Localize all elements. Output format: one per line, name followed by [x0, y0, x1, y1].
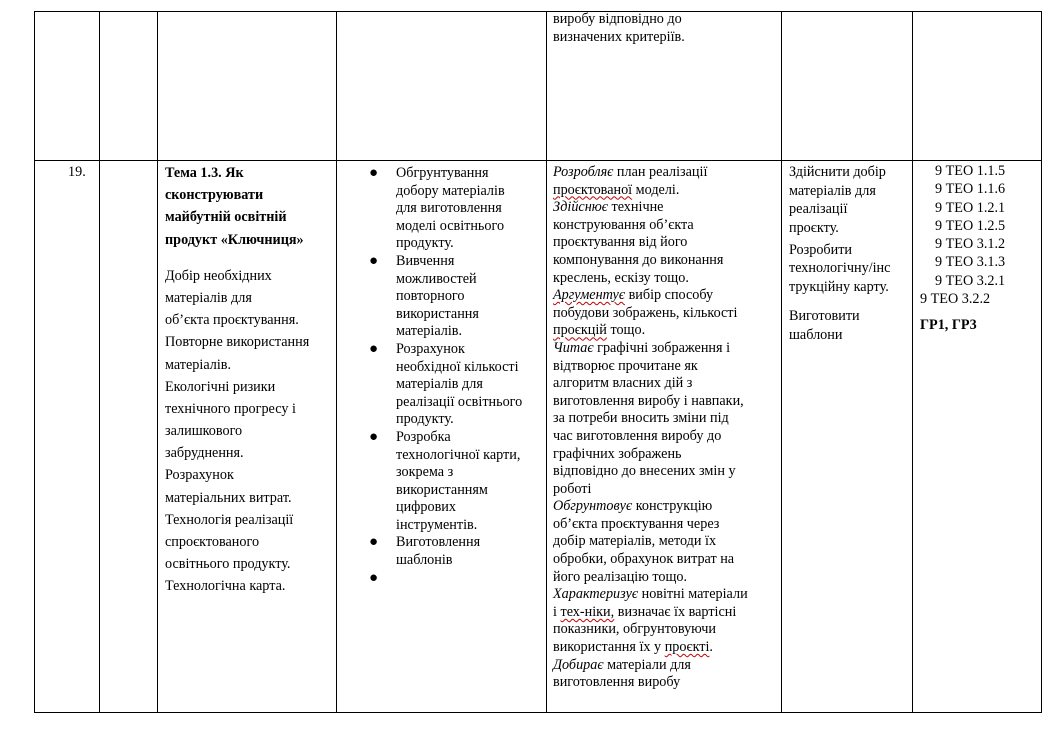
activity-item	[369, 429, 522, 535]
text-line: Виготовлення	[396, 534, 481, 551]
empty-line	[396, 570, 522, 588]
text-line: конструювання об’єкта	[553, 216, 694, 233]
text-line: відповідно до внесених змін у	[553, 463, 736, 480]
bullet-icon: ●	[369, 569, 379, 586]
bullet-icon: ●	[369, 165, 379, 181]
text-line: продукт «Ключниця»	[165, 231, 304, 248]
text-line: компонування до виконання	[553, 251, 724, 268]
task-group	[789, 163, 890, 238]
text-line: виготовлення виробу і навпаки,	[553, 392, 744, 409]
row-border	[34, 712, 1042, 713]
text-line: реалізації освітнього	[396, 393, 523, 410]
text-line: Розробляє план реалізації	[553, 164, 708, 180]
text-line: відтворює прочитане як	[553, 357, 698, 374]
text-line: його реалізацію тощо.	[553, 568, 688, 585]
code-item: 9 ТЕО 1.2.5	[935, 217, 1006, 234]
outcomes-cell	[553, 164, 748, 692]
activity-item	[369, 341, 522, 429]
text-line: інструментів.	[396, 516, 478, 533]
text-line: Розробити	[789, 241, 853, 258]
text-line: необхідної кількості	[396, 358, 519, 375]
text-line: Технологія реалізації	[165, 511, 294, 528]
text-line: Технологічна карта.	[165, 578, 286, 595]
topic-content	[165, 265, 309, 598]
text-line: виготовлення виробу	[553, 674, 681, 691]
row-border	[34, 11, 1042, 12]
column-border	[157, 11, 158, 713]
text-line: матеріалів для	[165, 289, 252, 306]
code-item: 9 ТЕО 3.2.2	[920, 291, 991, 308]
text-line: забруднення.	[165, 445, 244, 462]
code-item: 9 ТЕО 1.1.5	[935, 163, 1006, 179]
text-line: залишкового	[165, 423, 243, 440]
text-line: час виготовлення виробу до	[553, 427, 722, 444]
text-line: Обгрунтовує конструкцію	[553, 498, 713, 515]
text-line: графічних зображень	[553, 445, 682, 462]
text-line: і тех-ніки, визначає їх вартісні	[553, 603, 737, 620]
column-border	[336, 11, 337, 713]
column-border	[34, 11, 35, 713]
text-line: креслень, ескізу тощо.	[553, 269, 689, 286]
text-line: технічного прогресу і	[165, 400, 296, 417]
text-line: використанням	[396, 481, 488, 498]
text-line: цифрових	[396, 499, 456, 516]
text-line: технологічної карти,	[396, 446, 521, 463]
groups-label: ГР1, ГР3	[920, 317, 977, 334]
text-line: об’єкта проєктування через	[553, 515, 720, 532]
bullet-icon: ●	[369, 252, 379, 269]
code-item: 9 ТЕО 3.2.1	[935, 272, 1006, 289]
bullet-icon: ●	[369, 428, 379, 445]
text-line: добору матеріалів	[396, 182, 505, 199]
text-line: Розрахунок	[396, 340, 465, 357]
text-line: Обгрунтування	[396, 165, 489, 181]
activity-item	[369, 534, 522, 569]
text-line: продукту.	[396, 411, 454, 428]
text-line: шаблонів	[396, 552, 453, 569]
bullet-icon: ●	[369, 340, 379, 357]
text-line: Тема 1.3. Як	[165, 165, 244, 181]
codes-cell	[920, 162, 1038, 335]
row-border	[34, 160, 1042, 161]
text-line: визначених критеріїв.	[553, 29, 685, 45]
text-line: використання	[396, 305, 479, 322]
text-line: Екологічні ризики	[165, 378, 276, 395]
code-item: 9 ТЕО 3.1.3	[935, 254, 1006, 271]
text-line: можливостей	[396, 270, 477, 287]
text-line: моделі освітнього	[396, 217, 505, 234]
text-line: реалізації	[789, 201, 848, 218]
activities-cell	[369, 165, 522, 587]
topic-cell	[165, 162, 309, 598]
activity-item	[369, 165, 522, 253]
bullet-icon: ●	[369, 534, 379, 551]
activity-item	[369, 570, 522, 588]
text-line: добір матеріалів, методи їх	[553, 533, 717, 550]
text-line: шаблони	[789, 326, 843, 343]
text-line: проєктованої моделі.	[553, 181, 680, 198]
text-line: матеріалів.	[396, 323, 463, 340]
text-line: проєкцій тощо.	[553, 322, 646, 339]
text-line: матеріалів.	[165, 356, 232, 373]
text-line: Вивчення	[396, 252, 455, 269]
text-line: Здійснити добір	[789, 164, 886, 180]
text-line: Характеризує новітні матеріали	[553, 586, 748, 603]
text-line: трукційну карту.	[789, 279, 889, 296]
text-line: майбутній освітній	[165, 209, 287, 226]
text-line: продукту.	[396, 235, 454, 252]
text-line: об’єкта проєктування.	[165, 312, 299, 329]
text-line: показники, обгрунтовуючи	[553, 621, 716, 638]
text-line: Здійснює технічне	[553, 199, 664, 216]
text-line: Розробка	[396, 428, 451, 445]
spacer	[165, 251, 309, 265]
task-group	[789, 307, 890, 344]
text-line: Виготовити	[789, 307, 860, 324]
text-line: технологічну/інс	[789, 260, 891, 277]
topic-title	[165, 162, 309, 251]
code-item: 9 ТЕО 3.1.2	[935, 236, 1006, 253]
top-row-criteria-cell	[553, 10, 685, 46]
text-line: Аргументує вибір способу	[553, 287, 714, 304]
code-list	[920, 162, 1038, 290]
text-line: Розрахунок	[165, 467, 234, 484]
activity-item	[369, 253, 522, 341]
text-line: Добір необхідних	[165, 267, 272, 284]
task-group	[789, 241, 890, 297]
text-line: використання їх у проєкті.	[553, 639, 713, 656]
column-border	[781, 11, 782, 713]
tasks-cell	[789, 163, 890, 344]
text-line: проєктування від його	[553, 234, 688, 251]
text-line: матеріалів для	[396, 376, 483, 393]
text-line: за потреби вносить зміни під	[553, 410, 729, 427]
text-line: обробки, обрахунок витрат на	[553, 551, 735, 568]
text-line: для виготовлення	[396, 200, 502, 217]
column-border	[912, 11, 913, 713]
text-line: матеріальних витрат.	[165, 489, 292, 506]
column-border	[1041, 11, 1042, 713]
text-line: Повторне використання	[165, 334, 310, 351]
text-line: спроєктованого	[165, 534, 260, 550]
text-line: повторного	[396, 288, 465, 305]
text-line: освітнього продукту.	[165, 556, 291, 573]
text-line: Читає графічні зображення і	[553, 339, 731, 356]
text-line: алгоритм власних дій з	[553, 375, 693, 392]
code-item: 9 ТЕО 1.1.6	[935, 181, 1006, 198]
text-line: виробу відповідно до	[553, 11, 682, 27]
text-line: матеріалів для	[789, 182, 876, 199]
text-line: побудови зображень, кількості	[553, 304, 738, 321]
text-line: зокрема з	[396, 464, 454, 481]
column-border	[99, 11, 100, 713]
text-line: Добирає матеріали для	[553, 656, 691, 673]
text-line: проєкту.	[789, 220, 839, 237]
text-line: роботі	[553, 480, 592, 497]
code-item: 9 ТЕО 1.2.1	[935, 199, 1006, 216]
column-border	[546, 11, 547, 713]
row-number: 19.	[68, 164, 86, 180]
text-line: сконструювати	[165, 187, 264, 204]
